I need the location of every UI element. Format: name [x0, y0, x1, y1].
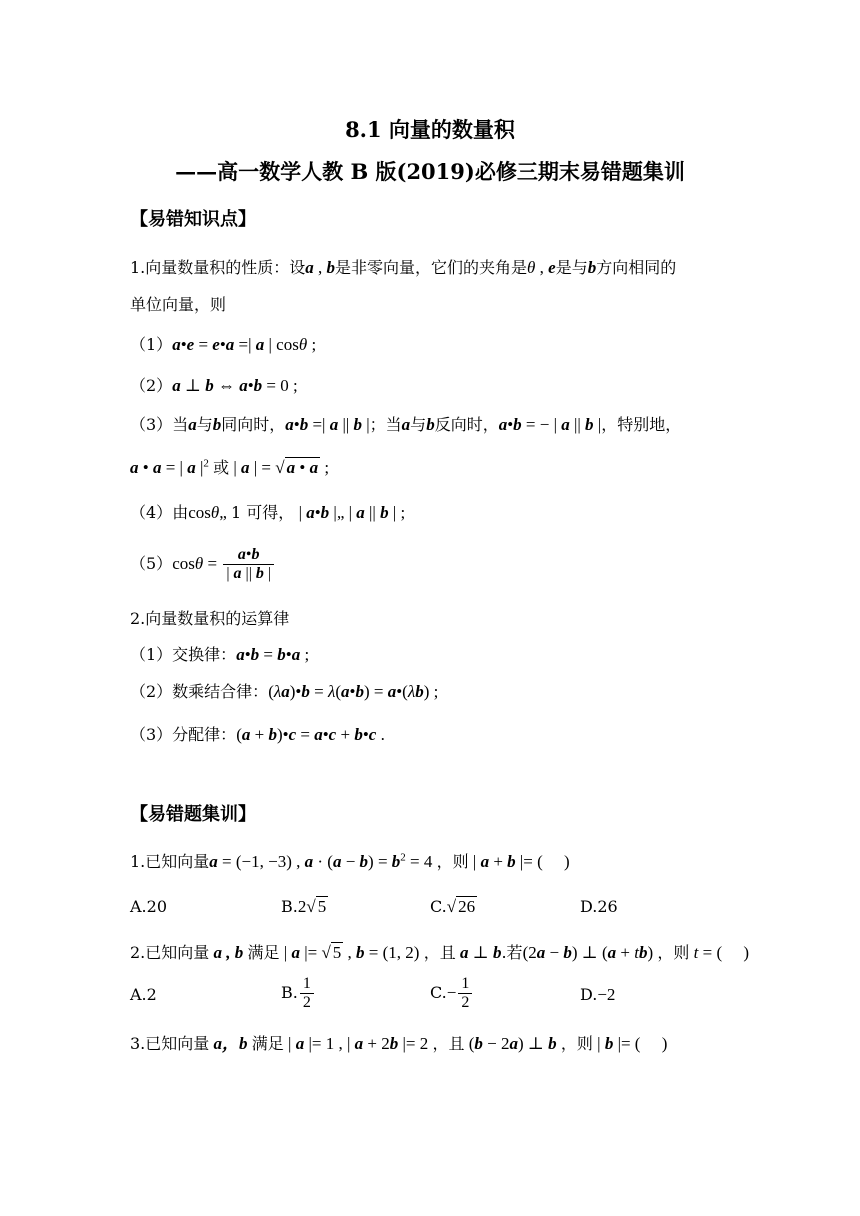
problem-2-option-b: B. $\frac{1}{2}$: [281, 975, 316, 1012]
knowledge-1-item-2: （2）a ⊥ b ⇔ a•b = 0 ;: [130, 376, 298, 395]
knowledge-1-line-2: 单位向量，则: [130, 295, 227, 314]
knowledge-1-item-3-cont: a • a = | a $|^2$ 或 | a | = √ a • a ;: [130, 457, 330, 477]
page-title: 8.1 向量的数量积: [345, 117, 515, 142]
knowledge-2-item-3: （3）分配律：(a + b)•c = a•c + b•c .: [130, 725, 385, 744]
knowledge-1-item-1: （1）a•e = e•a =| a | cosθ ;: [130, 335, 317, 354]
page-subtitle: ——高一数学人教 B 版(2019)必修三期末易错题集训: [175, 159, 685, 184]
knowledge-1-line-1: 1.向量数量积的性质：设a , b是非零向量，它们的夹角是θ , e是与b方向相同的: [130, 258, 677, 277]
problem-1-option-b: B.2√ 5: [281, 897, 327, 916]
section-heading-problems: 【易错题集训】: [130, 804, 256, 825]
knowledge-1-item-4: （4）由cosθ„ 1 可得， | a•b |„ | a || b | ;: [130, 503, 406, 522]
knowledge-1-item-3: （3）当a与b同向时，a•b =| a || b |；当a与b反向时，a•b = − | a || b |，特别地，: [130, 415, 682, 434]
problem-1-stem: 1.已知向量a = (−1, −3) , $a \cdot (a - b) = b^2 = 4$ ，则 | a + b |= ( ): [130, 851, 570, 871]
knowledge-2-title: 2.向量数量积的运算律: [130, 609, 290, 628]
problem-1-option-a: A.20: [130, 897, 167, 916]
knowledge-2-item-2: （2）数乘结合律：(λa)•b = λ(a•b) = a•(λb) ;: [130, 682, 439, 701]
knowledge-2-item-1: （1）交换律：a•b = b•a ;: [130, 645, 310, 664]
problem-1-option-c: C.√ 26: [430, 897, 476, 916]
section-heading-knowledge: 【易错知识点】: [130, 209, 256, 230]
problem-2-stem: 2.已知向量 a , b 满足 | a |= √ 5 , b = (1, 2) ，且 a ⊥ b.若(2a − b) ⊥ (a + tb) ，则 t = ( ): [130, 943, 750, 962]
knowledge-1-item-5: （5）cosθ = $\frac{a•b}{| a || b |}$: [130, 546, 276, 583]
problem-2-option-a: A.2: [130, 985, 157, 1004]
problem-1-option-d: D.26: [580, 897, 618, 916]
problem-3-stem: 3.已知向量 a，b 满足 | a |= 1 , | a + 2b |= 2 ，且 (b − 2a) ⊥ b ，则 | b |= ( ): [130, 1034, 668, 1053]
problem-2-option-c: C.− $\frac{1}{2}$: [430, 975, 474, 1012]
problem-2-option-d: D.−2: [580, 985, 616, 1004]
